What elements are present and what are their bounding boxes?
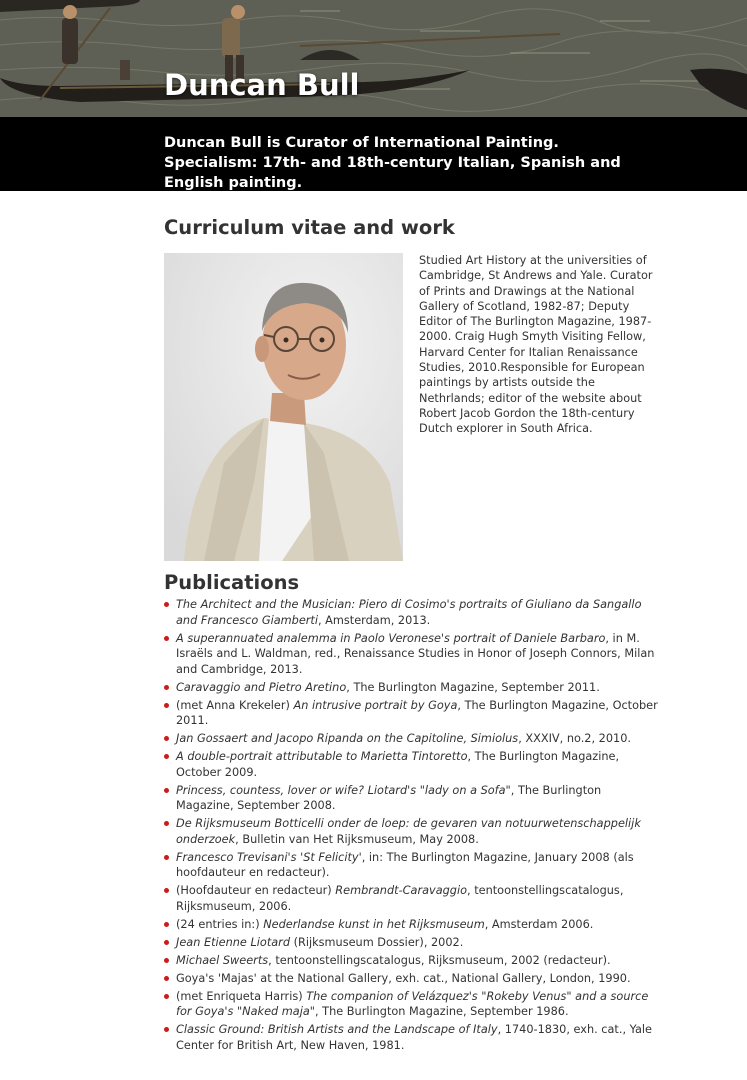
publication-details: , The Burlington Magazine, September 2011. <box>346 680 600 694</box>
publication-item <box>164 953 659 969</box>
publication-details: (Rijksmuseum Dossier), 2002. <box>289 935 464 949</box>
publication-details: , 1740-1830, exh. cat., Yale Center for British Art, New Haven, 1981. <box>176 1023 652 1052</box>
publication-details: , The Burlington Magazine, September 2008. <box>176 783 602 812</box>
publication-item <box>164 680 659 696</box>
page-title: Duncan Bull <box>164 68 360 102</box>
publication-title: Michael Sweerts <box>176 953 269 967</box>
publication-item <box>164 850 659 881</box>
publication-prefix: (met Enriqueta Harris) <box>176 989 307 1003</box>
publication-title: Classic Ground: British Artists and the Landscape of Italy <box>176 1023 498 1036</box>
intro-bar <box>0 117 747 191</box>
publication-title: Rembrandt-Caravaggio <box>335 884 468 897</box>
hero-painting-image <box>0 0 747 117</box>
publication-details: , XXXIV, no.2, 2010. <box>518 732 632 745</box>
publication-title: De Rijksmuseum Botticelli onder de loep: de gevaren van notuurwetenschappelijk onderzoek <box>176 817 641 846</box>
publication-prefix: (24 entries in:) <box>176 917 264 931</box>
publication-title: A superannuated analemma in Paolo Veronese's portrait of Daniele Barbaro <box>176 631 606 645</box>
publication-title: A double-portrait attributable to Marietta Tintoretto <box>176 750 468 763</box>
publication-prefix: Goya's 'Majas' at the National Gallery, exh. cat., National Gallery, London, 1990. <box>176 971 631 985</box>
publication-item <box>164 971 659 987</box>
publication-details: , in: The Burlington Magazine, January 2008 (als hoofdauteur en redacteur). <box>176 850 634 879</box>
publication-title: The Architect and the Musician: Piero di Cosimo's portraits of Giuliano da Sangallo and Francesco Giamberti <box>176 598 642 627</box>
publication-item <box>164 883 659 914</box>
intro-text: Duncan Bull is Curator of International Painting. Specialism: 17th- and 18th-century Italian, Spanish and English painting. <box>164 135 621 191</box>
publication-prefix: (met Anna Krekeler) <box>176 698 294 712</box>
publication-prefix: (Hoofdauteur en redacteur) <box>176 884 336 897</box>
publication-title: Jan Gossaert and Jacopo Ripanda on the Capitoline, Simiolus <box>176 732 519 745</box>
publication-item <box>164 749 659 780</box>
cv-heading: Curriculum vitae and work <box>164 216 455 239</box>
publication-item <box>164 783 659 814</box>
publication-item <box>164 917 659 933</box>
publication-details: , The Burlington Magazine, October 2011. <box>176 698 658 727</box>
publication-item <box>164 731 659 747</box>
publications-heading: Publications <box>164 571 300 594</box>
publication-item <box>164 989 659 1020</box>
publication-item <box>164 631 659 678</box>
publication-title: Jean Etienne Liotard <box>176 935 290 949</box>
publication-item <box>164 1022 659 1053</box>
publication-details: , tentoonstellingscatalogus, Rijksmuseum, 2006. <box>176 884 624 913</box>
publication-title: The companion of Velázquez's "Rokeby Venus" and a source for Goya's "Naked maja" <box>176 989 649 1018</box>
publication-title: Nederlandse kunst in het Rijksmuseum <box>263 917 485 931</box>
publication-title: Francesco Trevisani's 'St Felicity' <box>176 850 362 864</box>
portrait-photo <box>164 253 403 561</box>
publication-title: An intrusive portrait by Goya <box>293 698 458 712</box>
publication-item <box>164 935 659 951</box>
publication-details: , Amsterdam, 2013. <box>317 613 431 627</box>
hero-banner <box>0 0 747 117</box>
publications-list <box>164 597 659 1053</box>
cv-section <box>164 253 659 561</box>
publication-title: Caravaggio and Pietro Aretino <box>176 680 347 694</box>
publication-item <box>164 816 659 847</box>
publication-details: , Bulletin van Het Rijksmuseum, May 2008. <box>235 832 479 846</box>
publication-item <box>164 597 659 628</box>
publication-title: Princess, countess, lover or wife? Liotard's "lady on a Sofa" <box>176 783 511 797</box>
publication-details: , tentoonstellingscatalogus, Rijksmuseum, 2002 (redacteur). <box>268 953 611 967</box>
publication-item <box>164 698 659 729</box>
main-content <box>0 191 747 1053</box>
publication-details: , The Burlington Magazine, September 1986. <box>315 1005 569 1018</box>
publication-details: , in M. Israëls and L. Waldman, red., Renaissance Studies in Honor of Joseph Connors, Milan and Cambridge, 2013. <box>176 631 655 676</box>
publication-details: , Amsterdam 2006. <box>484 917 594 931</box>
publication-details: , The Burlington Magazine, October 2009. <box>176 750 620 779</box>
cv-bio-text: Studied Art History at the universities of Cambridge, St Andrews and Yale. Curator of Prints and Drawings at the National Gallery of Scotland, 1982-87; Deputy Editor of The Burlington Magazine, 1987-2000. Craig Hugh Smyth Visiting Fellow, Harvard Center for Italian Renaissance Studies, 2010.Responsible for European paintings by artists outside the Nethrlands; editor of the website about Robert Jacob Gordon the 18th-century Dutch explorer in South Africa. <box>419 254 653 436</box>
